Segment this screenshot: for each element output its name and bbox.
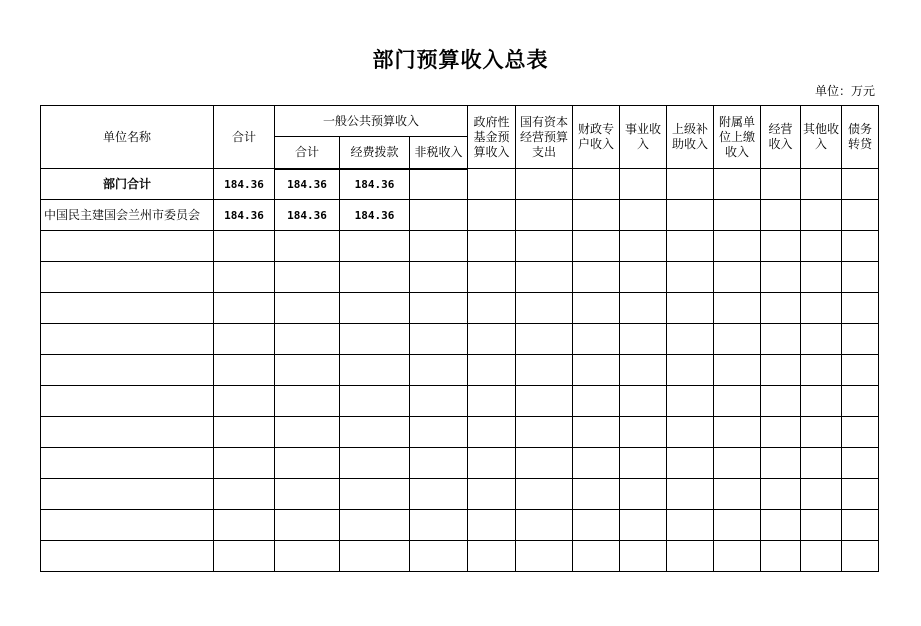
- cell-empty: [801, 510, 842, 541]
- cell-empty: [275, 417, 340, 448]
- cell-empty: [620, 479, 667, 510]
- cell-empty: [801, 324, 842, 355]
- cell-empty: [761, 324, 801, 355]
- table-row: [41, 293, 879, 324]
- cell-empty: [667, 231, 714, 262]
- cell-empty: [41, 262, 214, 293]
- cell-empty: [842, 231, 879, 262]
- cell-empty: [214, 479, 275, 510]
- cell-empty: [714, 386, 761, 417]
- cell-empty: [714, 324, 761, 355]
- cell-empty: [468, 169, 516, 200]
- cell-empty: [340, 417, 410, 448]
- header-gb-total: 合计: [275, 137, 340, 169]
- cell-empty: [41, 386, 214, 417]
- cell-empty: [516, 262, 573, 293]
- header-debt: 债务转贷: [842, 106, 879, 169]
- cell-empty: [842, 448, 879, 479]
- cell-empty: [667, 386, 714, 417]
- cell-empty: [516, 541, 573, 572]
- cell-empty: [410, 324, 468, 355]
- table-row: [41, 386, 879, 417]
- cell-empty: [714, 355, 761, 386]
- cell-empty: [275, 324, 340, 355]
- cell-empty: [620, 231, 667, 262]
- cell-empty: [842, 200, 879, 231]
- cell-empty: [41, 448, 214, 479]
- header-superior-subsidy: 上级补助收入: [667, 106, 714, 169]
- cell-empty: [761, 262, 801, 293]
- cell-empty: [667, 417, 714, 448]
- cell-empty: [573, 417, 620, 448]
- cell-empty: [275, 355, 340, 386]
- cell-empty: [275, 479, 340, 510]
- header-affiliate: 附属单位上缴收入: [714, 106, 761, 169]
- cell-empty: [516, 200, 573, 231]
- cell-empty: [714, 510, 761, 541]
- table-row: [41, 448, 879, 479]
- cell-empty: [516, 293, 573, 324]
- cell-empty: [620, 324, 667, 355]
- cell-empty: [761, 169, 801, 200]
- cell-empty: [468, 479, 516, 510]
- page-title: 部门预算收入总表: [372, 48, 549, 72]
- cell-empty: [468, 355, 516, 386]
- cell-empty: [842, 169, 879, 200]
- cell-empty: [620, 200, 667, 231]
- cell-empty: [41, 231, 214, 262]
- cell-empty: [620, 448, 667, 479]
- cell-empty: [410, 417, 468, 448]
- header-state-capital: 国有资本经营预算支出: [516, 106, 573, 169]
- cell-empty: [714, 262, 761, 293]
- cell-empty: [620, 293, 667, 324]
- cell-empty: [667, 200, 714, 231]
- cell-empty: [41, 355, 214, 386]
- cell-empty: [573, 169, 620, 200]
- cell-empty: [214, 324, 275, 355]
- header-gb-appropriation: 经费拨款: [340, 137, 410, 169]
- cell-empty: [214, 293, 275, 324]
- cell-empty: [573, 355, 620, 386]
- cell-empty: [801, 479, 842, 510]
- cell-empty: [468, 231, 516, 262]
- cell-empty: [801, 262, 842, 293]
- cell-empty: [620, 541, 667, 572]
- cell-empty: [410, 169, 468, 200]
- cell-empty: [667, 510, 714, 541]
- cell-empty: [714, 479, 761, 510]
- header-gb-nontax: 非税收入: [410, 137, 468, 169]
- cell-empty: [801, 200, 842, 231]
- cell-empty: [842, 479, 879, 510]
- cell-empty: [275, 510, 340, 541]
- table-row: [41, 541, 879, 572]
- cell-empty: [468, 200, 516, 231]
- cell-empty: [714, 169, 761, 200]
- cell-gb-appropriation: 184.36: [340, 200, 410, 231]
- cell-empty: [714, 417, 761, 448]
- cell-empty: [573, 510, 620, 541]
- cell-empty: [761, 417, 801, 448]
- cell-empty: [410, 510, 468, 541]
- cell-empty: [620, 510, 667, 541]
- cell-empty: [801, 448, 842, 479]
- budget-income-table: [40, 105, 879, 572]
- cell-empty: [468, 417, 516, 448]
- cell-empty: [667, 448, 714, 479]
- cell-empty: [761, 541, 801, 572]
- header-gov-fund: 政府性基金预算收入: [468, 106, 516, 169]
- cell-empty: [340, 262, 410, 293]
- cell-empty: [468, 448, 516, 479]
- cell-empty: [842, 262, 879, 293]
- cell-empty: [801, 386, 842, 417]
- cell-empty: [573, 541, 620, 572]
- cell-empty: [842, 541, 879, 572]
- cell-empty: [761, 355, 801, 386]
- header-unit-name: 单位名称: [41, 106, 214, 169]
- cell-empty: [667, 355, 714, 386]
- cell-empty: [275, 262, 340, 293]
- cell-empty: [410, 541, 468, 572]
- cell-empty: [801, 231, 842, 262]
- table-row: [41, 479, 879, 510]
- table-row: [41, 169, 879, 200]
- cell-empty: [667, 262, 714, 293]
- cell-empty: [214, 541, 275, 572]
- cell-empty: [801, 417, 842, 448]
- cell-empty: [801, 169, 842, 200]
- cell-empty: [667, 541, 714, 572]
- cell-empty: [620, 262, 667, 293]
- cell-empty: [468, 324, 516, 355]
- cell-empty: [573, 479, 620, 510]
- cell-empty: [340, 541, 410, 572]
- table-row: [41, 355, 879, 386]
- cell-empty: [573, 293, 620, 324]
- header-other: 其他收入: [801, 106, 842, 169]
- cell-empty: [620, 355, 667, 386]
- cell-empty: [801, 355, 842, 386]
- cell-empty: [41, 510, 214, 541]
- cell-empty: [761, 386, 801, 417]
- cell-empty: [340, 386, 410, 417]
- cell-empty: [410, 479, 468, 510]
- cell-empty: [573, 324, 620, 355]
- cell-empty: [340, 293, 410, 324]
- cell-gb-total: 184.36: [275, 200, 340, 231]
- cell-empty: [41, 293, 214, 324]
- cell-empty: [842, 417, 879, 448]
- cell-empty: [801, 541, 842, 572]
- table-row: [41, 510, 879, 541]
- cell-empty: [761, 231, 801, 262]
- cell-total: 184.36: [214, 169, 275, 200]
- cell-empty: [468, 386, 516, 417]
- header-general-budget: 一般公共预算收入: [275, 106, 468, 137]
- cell-empty: [714, 231, 761, 262]
- cell-empty: [714, 293, 761, 324]
- cell-empty: [340, 355, 410, 386]
- cell-empty: [842, 355, 879, 386]
- cell-empty: [410, 200, 468, 231]
- cell-empty: [516, 479, 573, 510]
- cell-empty: [516, 510, 573, 541]
- cell-empty: [340, 510, 410, 541]
- cell-empty: [620, 386, 667, 417]
- cell-empty: [468, 262, 516, 293]
- cell-empty: [275, 386, 340, 417]
- cell-empty: [573, 262, 620, 293]
- cell-empty: [620, 169, 667, 200]
- cell-empty: [41, 541, 214, 572]
- header-business: 事业收入: [620, 106, 667, 169]
- cell-empty: [410, 448, 468, 479]
- cell-gb-appropriation: 184.36: [340, 169, 410, 200]
- cell-gb-total: 184.36: [275, 169, 340, 200]
- cell-total: 184.36: [214, 200, 275, 231]
- cell-empty: [214, 262, 275, 293]
- cell-unit-name: 部门合计: [41, 169, 214, 200]
- cell-empty: [761, 448, 801, 479]
- table-row: [41, 200, 879, 231]
- cell-empty: [340, 231, 410, 262]
- cell-empty: [573, 231, 620, 262]
- cell-empty: [667, 479, 714, 510]
- cell-empty: [761, 510, 801, 541]
- cell-empty: [410, 355, 468, 386]
- cell-empty: [516, 324, 573, 355]
- cell-empty: [41, 417, 214, 448]
- cell-empty: [516, 231, 573, 262]
- cell-empty: [468, 541, 516, 572]
- cell-empty: [620, 417, 667, 448]
- header-fiscal-special: 财政专户收入: [573, 106, 620, 169]
- header-operating: 经营收入: [761, 106, 801, 169]
- cell-empty: [41, 479, 214, 510]
- cell-empty: [410, 386, 468, 417]
- header-total: 合计: [214, 106, 275, 169]
- cell-empty: [410, 293, 468, 324]
- cell-empty: [214, 386, 275, 417]
- cell-empty: [214, 231, 275, 262]
- cell-empty: [761, 293, 801, 324]
- cell-empty: [842, 510, 879, 541]
- cell-empty: [573, 386, 620, 417]
- cell-empty: [714, 200, 761, 231]
- cell-empty: [573, 448, 620, 479]
- cell-empty: [275, 231, 340, 262]
- cell-empty: [714, 448, 761, 479]
- cell-empty: [468, 510, 516, 541]
- cell-empty: [761, 200, 801, 231]
- cell-empty: [516, 169, 573, 200]
- table-row: [41, 417, 879, 448]
- cell-empty: [275, 448, 340, 479]
- cell-empty: [842, 324, 879, 355]
- cell-empty: [468, 293, 516, 324]
- cell-empty: [516, 355, 573, 386]
- cell-empty: [340, 324, 410, 355]
- unit-label: 单位：万元: [814, 84, 875, 98]
- cell-empty: [573, 200, 620, 231]
- cell-empty: [275, 541, 340, 572]
- cell-empty: [667, 324, 714, 355]
- table-row: [41, 262, 879, 293]
- cell-empty: [842, 386, 879, 417]
- cell-empty: [516, 386, 573, 417]
- cell-empty: [842, 293, 879, 324]
- cell-empty: [410, 262, 468, 293]
- cell-empty: [516, 448, 573, 479]
- cell-empty: [214, 448, 275, 479]
- cell-empty: [516, 417, 573, 448]
- cell-empty: [410, 231, 468, 262]
- cell-empty: [761, 479, 801, 510]
- cell-empty: [214, 510, 275, 541]
- cell-empty: [275, 293, 340, 324]
- cell-unit-name: 中国民主建国会兰州市委员会: [41, 200, 214, 231]
- cell-empty: [41, 324, 214, 355]
- cell-empty: [214, 417, 275, 448]
- cell-empty: [214, 355, 275, 386]
- table-row: [41, 231, 879, 262]
- cell-empty: [714, 541, 761, 572]
- table-row: [41, 324, 879, 355]
- cell-empty: [801, 293, 842, 324]
- cell-empty: [667, 293, 714, 324]
- cell-empty: [667, 169, 714, 200]
- cell-empty: [340, 448, 410, 479]
- cell-empty: [340, 479, 410, 510]
